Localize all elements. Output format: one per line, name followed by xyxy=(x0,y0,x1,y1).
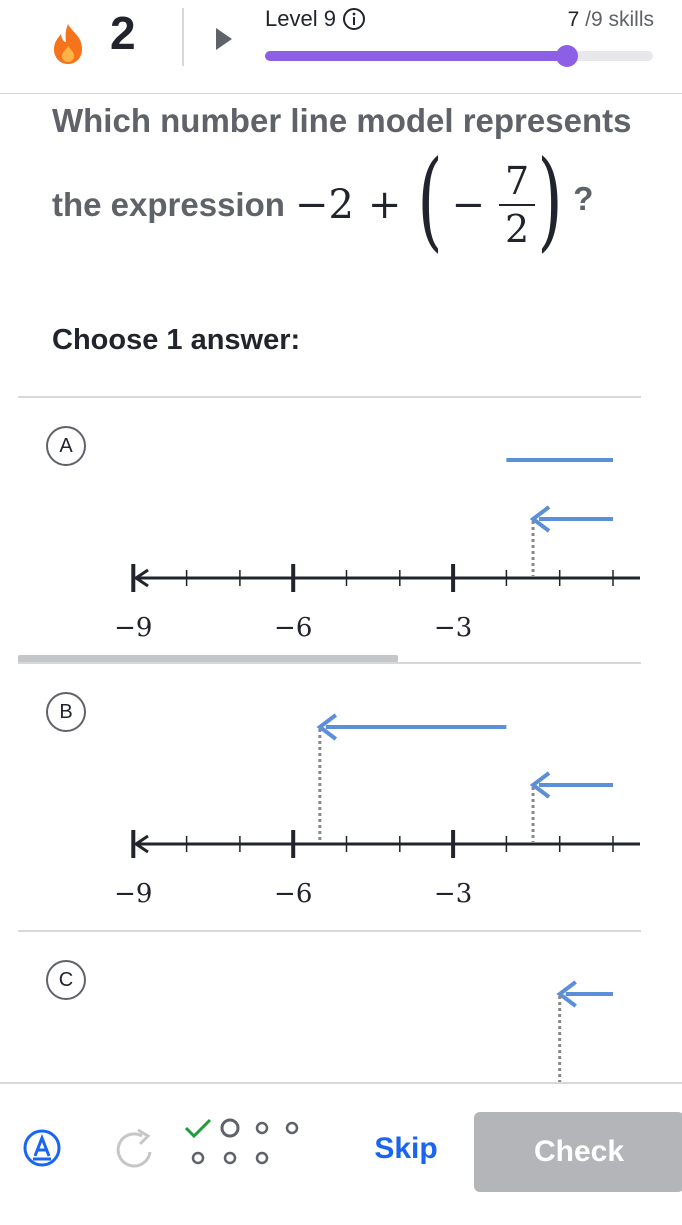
level-progress-knob xyxy=(556,45,578,67)
choice-c-letter[interactable]: C xyxy=(46,960,86,1000)
fraction-numerator: 7 xyxy=(504,159,530,203)
streak-count: 2 xyxy=(110,7,136,59)
attempt-dot xyxy=(257,1153,267,1163)
skills-total: /9 skills xyxy=(585,8,654,31)
tick-label: −6 xyxy=(274,613,313,643)
right-paren: ) xyxy=(537,138,563,263)
hint-icon[interactable] xyxy=(22,1128,62,1168)
tick-label: −3 xyxy=(433,879,473,909)
expression-term: −2 xyxy=(294,182,354,228)
level-indicator xyxy=(265,6,366,32)
choice-b-letter[interactable]: B xyxy=(46,692,86,732)
skills-done: 7 xyxy=(567,8,580,31)
choice-b-number-line[interactable] xyxy=(0,686,682,916)
attempt-dots xyxy=(180,1116,310,1176)
level-progress-fill xyxy=(265,51,567,61)
expression-sign: − xyxy=(451,182,486,228)
fraction-denominator: 2 xyxy=(504,207,530,251)
choose-instruction: Choose 1 answer: xyxy=(52,324,301,356)
tick-label: −9 xyxy=(114,879,153,909)
left-paren: ( xyxy=(417,138,444,263)
question-text-line1: Which number line model represents xyxy=(52,102,632,139)
attempt-dot xyxy=(287,1123,297,1133)
header-divider xyxy=(182,8,184,66)
check-mark-icon xyxy=(186,1120,210,1136)
attempt-dot xyxy=(225,1153,235,1163)
question-prefix: the expression xyxy=(52,186,285,223)
choice-divider xyxy=(18,662,641,664)
redo-icon[interactable] xyxy=(112,1128,160,1168)
attempt-dot xyxy=(193,1153,203,1163)
expression-operator: + xyxy=(367,182,402,228)
skills-counter xyxy=(568,8,654,32)
top-bar xyxy=(0,0,682,94)
choice-a-number-line[interactable] xyxy=(0,420,682,650)
attempt-dot xyxy=(257,1123,267,1133)
flame-icon xyxy=(50,22,86,66)
question-expression xyxy=(285,138,565,263)
tick-label: −6 xyxy=(274,879,313,909)
choice-c-number-line[interactable] xyxy=(0,954,682,1084)
tick-label: −3 xyxy=(433,613,473,643)
level-progress-bar xyxy=(265,51,653,61)
choice-a-letter[interactable]: A xyxy=(46,426,86,466)
info-icon[interactable] xyxy=(342,7,366,31)
choice-divider xyxy=(18,930,641,932)
level-label: Level 9 xyxy=(265,6,336,31)
choice-divider xyxy=(18,396,641,398)
expression-fraction xyxy=(499,158,535,252)
question-suffix: ? xyxy=(573,180,594,217)
tick-label: −9 xyxy=(114,613,153,643)
play-icon[interactable] xyxy=(214,26,234,52)
question-text-line2 xyxy=(52,138,594,263)
attempt-dot xyxy=(222,1120,238,1136)
skip-button[interactable]: Skip xyxy=(374,1132,438,1165)
bottom-bar xyxy=(0,1082,682,1225)
check-button[interactable]: Check xyxy=(474,1112,682,1192)
